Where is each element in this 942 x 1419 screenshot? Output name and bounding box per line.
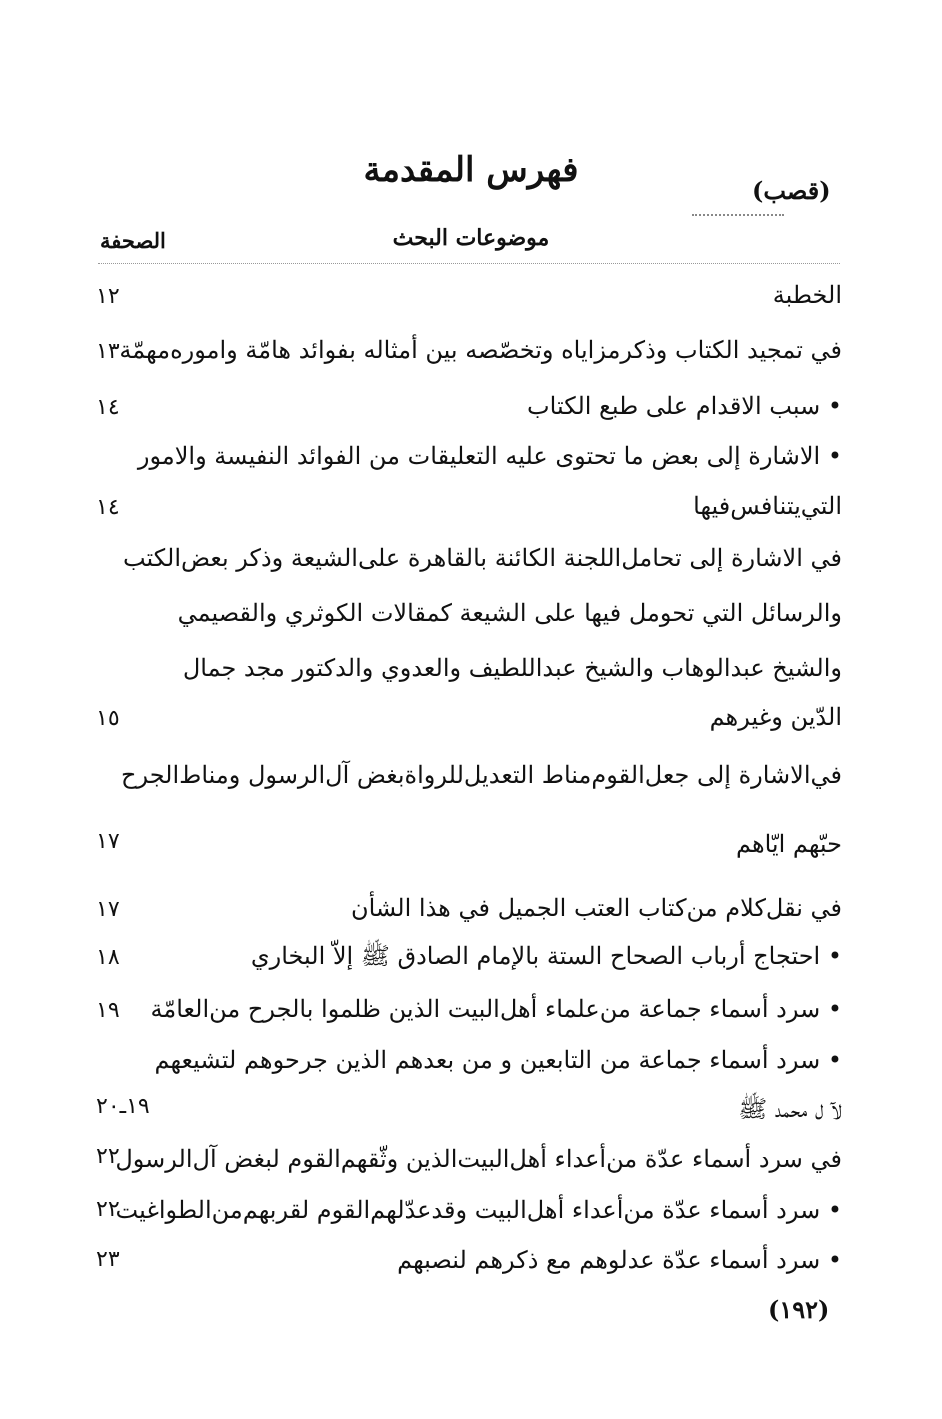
page-number: (١٩٢) [768,1295,830,1324]
column-heading-page: الصحفة [100,228,166,253]
toc-entry-text: في سرد أسماء عدّة من‌أعداء أهل‌البيت‌الذين وثّقهم‌القوم لبغض آل‌الرسول [115,1145,842,1173]
toc-entry-text: حبّهم ايّاهم [735,830,842,858]
toc-entry-text: • الاشارة إلى بعض ما تحتوى عليه التعليقات من الفوائد النفيسة والامور [137,442,842,470]
toc-entry-text: • سرد أسماء جماعة من‌علماء أهل‌البيت الذين ظلموا بالجرح من‌العامّة [150,995,842,1023]
toc-entry-page: ١٧ [96,897,120,922]
toc-entry-text: • سرد أسماء عدّة عدلوهم مع ذكرهم لنصبهم [397,1246,842,1274]
toc-entry-page: ١٧ [96,829,120,854]
header-rule [98,263,840,264]
toc-entry-text: في نقل‌كلام من‌كتاب العتب الجميل في هذا الشأن [350,894,842,922]
toc-entry-text: في تمجيد الكتاب وذكرمزاياه وتخصّصه بين أمثاله بفوائد هامّة واموره‌مهمّة [119,336,842,364]
toc-entry-page: ٢٣ [96,1247,120,1272]
toc-entry-page: ١٩ [96,998,120,1023]
toc-entry-page: ١٥ [96,706,120,731]
toc-entry-text: والشيخ عبدالوهاب والشيخ عبداللطيف والعدوي والدكتور مجد جمال [182,654,842,682]
toc-entry-page: ٢٢ [96,1197,120,1222]
page-title: فهرس المقدمة [363,150,579,190]
toc-entry-page: ٢٢ [96,1144,120,1169]
toc-entry-text: لآ ل محمد ﷺ [738,1095,842,1123]
toc-entry-page: ١٤ [96,495,120,520]
toc-entry-text: • احتجاج أرباب الصحاح الستة بالإمام الصادق ﷺ إلاّ البخاري [250,942,842,970]
toc-entry-text: التي‌يتنافس‌فيها [693,492,842,520]
toc-entry-page: ١٨ [96,945,120,970]
toc-entry-page: ١٣ [96,339,120,364]
dotted-underline [692,214,784,216]
toc-entry-text: والرسائل التي تحومل فيها على الشيعة كمقالات الكوثري والقصيمي [177,599,842,627]
toc-entry-text: الخطبة [772,281,842,309]
toc-entry-text: الدّين وغيرهم [709,703,842,731]
toc-entry-text: • سرد أسماء عدّة من‌أعداء أهل‌البيت وقدعدّلهم‌القوم لقربهم‌من‌الطواغيت [115,1196,842,1224]
toc-entry-text: في الاشارة إلى تحامل‌اللجنة الكائنة بالقاهرة على‌الشيعة وذكر بعض‌الكتب [122,544,842,572]
column-heading-topics: موضوعات البحث [392,225,550,251]
toc-entry-text: • سرد أسماء جماعة من التابعين و من بعدهم الذين جرحوهم لتشيعهم [154,1046,842,1074]
toc-entry-text: في‌الاشارة إلى جعل‌القوم‌مناط التعديل‌للرواة‌بغض آل‌الرسول ومناط‌الجرح [120,761,842,789]
section-code: (قصب) [752,176,831,205]
toc-entry-page: ١٩ـ٢٠ [96,1094,150,1119]
toc-entry-page: ١٢ [96,284,120,309]
toc-entry-text: • سبب الاقدام على طبع الكتاب [527,392,842,420]
toc-entry-page: ١٤ [96,395,120,420]
